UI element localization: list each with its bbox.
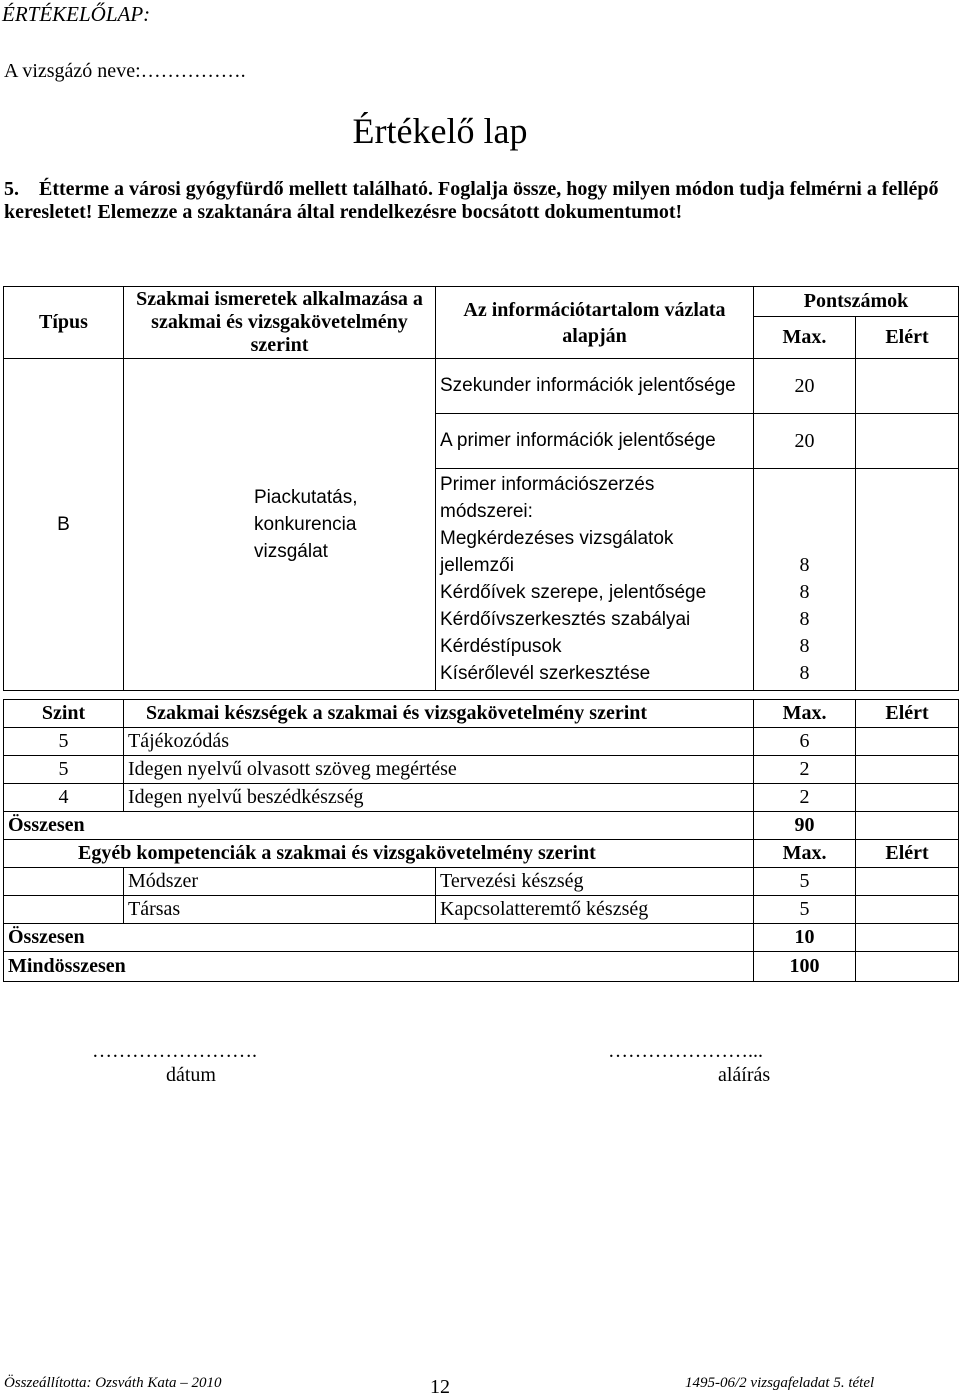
skill-name: Idegen nyelvű olvasott szöveg megértése [124,756,754,784]
list-max: 8 [799,635,810,657]
other-max: 5 [754,868,856,896]
list-max: 8 [799,554,810,576]
page-title: Értékelő lap [352,111,528,151]
candidate-name-line: A vizsgázó neve:……………. [4,60,246,82]
skills-total-label: Összesen [4,812,754,840]
list-max: 8 [799,581,810,603]
skills-title: Szakmai készségek a szakmai és vizsgakövetelmény szerint [124,700,754,728]
other-name: Kapcsolatteremtő készség [436,896,754,924]
list-line: Megkérdezéses vizsgálatok [440,528,674,549]
level-header: Szint [4,700,124,728]
skill-max: 6 [754,728,856,756]
info-row-2: A primer információk jelentősége [436,414,754,469]
skill-max: 2 [754,756,856,784]
grand-total-label: Mindösszesen [4,952,754,982]
list-line: módszerei: [440,501,533,522]
list-line: Primer információszerzés [440,474,655,495]
skill-level: 4 [4,784,124,812]
other-blank [4,896,124,924]
grand-total-achieved[interactable] [856,952,959,982]
skills-max-header: Max. [754,700,856,728]
list-line: Kérdőívek szerepe, jelentősége [440,582,707,603]
footer-doc-id: 1495-06/2 vizsgafeladat 5. tétel [685,1375,875,1391]
other-category: Módszer [124,868,436,896]
col-knowledge-header: Szakmai ismeretek alkalmazása a szakmai és vizsgakövetelmény szerint [124,287,436,359]
other-achieved[interactable] [856,868,959,896]
form-title: ÉRTÉKELŐLAP: [2,2,151,26]
other-total-achieved[interactable] [856,924,959,952]
col-max-header: Max. [754,317,856,359]
list-line: Kísérőlevél szerkesztése [440,663,651,684]
list-line: Kérdéstípusok [440,636,562,657]
list-max [758,498,851,525]
other-total-max: 10 [754,924,856,952]
skills-achieved-header: Elért [856,700,959,728]
other-achieved[interactable] [856,896,959,924]
skill-name: Idegen nyelvű beszédkészség [124,784,754,812]
other-max: 5 [754,896,856,924]
other-blank [4,868,124,896]
page-number: 12 [430,1376,450,1398]
other-total-label: Összesen [4,924,754,952]
skill-achieved[interactable] [856,784,959,812]
info-row-1: Szekunder információk jelentősége [436,359,754,414]
skill-max: 2 [754,784,856,812]
list-max: 8 [799,608,810,630]
other-achieved-header: Elért [856,840,959,868]
info-row-2-achieved[interactable] [856,414,959,469]
info-row-2-max: 20 [754,414,856,469]
skill-level: 5 [4,728,124,756]
signature-dots: …………………... [608,1040,763,1062]
list-max [758,525,851,552]
info-list-achieved[interactable] [856,469,959,691]
col-points-header: Pontszámok [754,287,959,317]
col-info-header: Az információtartalom vázlata alapján [436,287,754,359]
footer-author: Összeállította: Ozsváth Kata – 2010 [4,1375,222,1391]
date-dots: ……………………. [92,1040,257,1062]
knowledge-table [3,286,959,691]
info-list [436,469,754,691]
skill-level: 5 [4,756,124,784]
date-label: dátum [166,1064,216,1086]
skill-achieved[interactable] [856,756,959,784]
col-type-header: Típus [4,287,124,359]
task-description: 5. Étterme a városi gyógyfürdő mellett található. Foglalja össze, hogy milyen módon tudja felmérni a fellépő keresletet! Elemezze a szaktanára által rendelkezésre bocsátott dokumentumot! [4,178,939,223]
signature-label: aláírás [718,1064,771,1086]
info-list-max [754,469,856,691]
skill-achieved[interactable] [856,728,959,756]
other-title: Egyéb kompetenciák a szakmai és vizsgakövetelmény szerint [4,840,754,868]
other-max-header: Max. [754,840,856,868]
info-row-1-achieved[interactable] [856,359,959,414]
col-achieved-header: Elért [856,317,959,359]
type-value: B [4,359,124,691]
knowledge-value: Piackutatás, konkurencia vizsgálat [124,359,436,691]
other-name: Tervezési készség [436,868,754,896]
other-category: Társas [124,896,436,924]
list-max [758,471,851,498]
skill-name: Tájékozódás [124,728,754,756]
list-max: 8 [799,662,810,684]
skills-table [3,699,959,982]
info-row-1-max: 20 [754,359,856,414]
skills-total-achieved[interactable] [856,812,959,840]
list-line: Kérdőívszerkesztés szabályai [440,609,691,630]
skills-total-max: 90 [754,812,856,840]
list-line: jellemzői [440,555,514,576]
grand-total-max: 100 [754,952,856,982]
